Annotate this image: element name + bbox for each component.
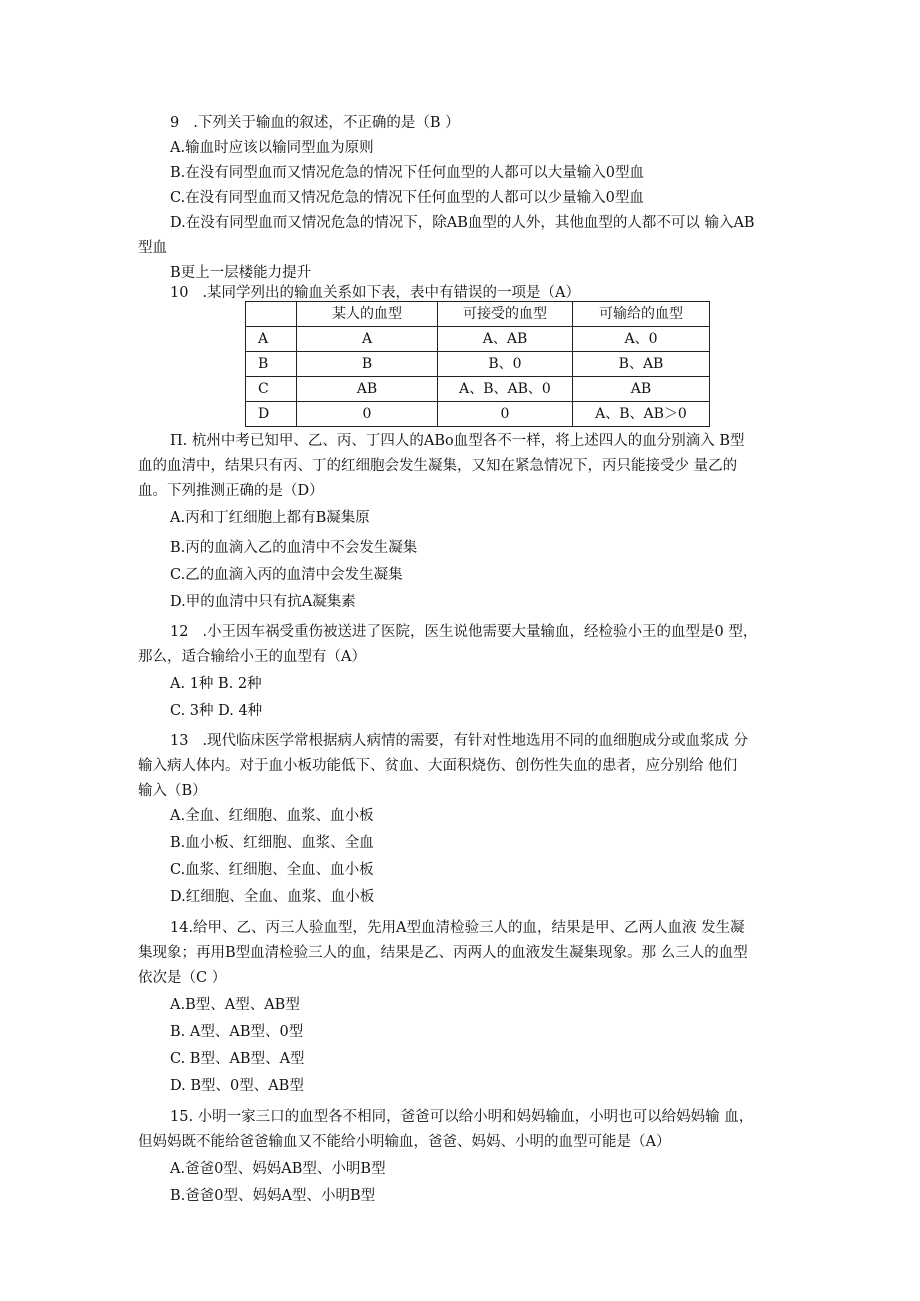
q12-options-cd: C. 3种 D. 4种	[170, 703, 263, 719]
q11-stem-line2: 血的血清中，结果只有丙、丁的红细胞会发生凝集，又知在紧急情况下，丙只能接受少 量乙的	[138, 458, 738, 474]
q11-stem-line3: 血。下列推测正确的是（D）	[138, 483, 324, 499]
table-cell: C	[246, 377, 297, 402]
table-cell: A、0	[573, 327, 710, 352]
table-cell: B	[246, 352, 297, 377]
table-cell: B、0	[438, 352, 573, 377]
q11-option-b: B.丙的血滴入乙的血清中不会发生凝集	[170, 540, 418, 556]
q13-stem-line3: 输入（B）	[138, 783, 207, 799]
table-header-cell: 可输给的血型	[573, 302, 710, 327]
section-heading: B更上一层楼能力提升	[170, 265, 312, 281]
q14-option-c: C. B型、AB型、A型	[170, 1051, 305, 1067]
table-row	[246, 377, 710, 402]
q12-stem-line2: 那么，适合输给小王的血型有（A）	[138, 649, 366, 665]
table-cell: 0	[297, 402, 438, 427]
q13-option-a: A.全血、红细胞、血浆、血小板	[170, 808, 374, 824]
q11-option-d: D.甲的血清中只有抗A凝集素	[170, 594, 356, 610]
table-cell: B、AB	[573, 352, 710, 377]
table-cell: A	[246, 327, 297, 352]
q12-number: 12	[170, 624, 189, 640]
q9-stem: 9 .下列关于输血的叙述，不正确的是（B ）	[170, 115, 460, 131]
q15-stem-line2: 但妈妈既不能给爸爸输血又不能给小明输血，爸爸、妈妈、小明的血型可能是（A）	[138, 1134, 671, 1150]
q13-option-d: D.红细胞、全血、血浆、血小板	[170, 889, 375, 905]
q9-option-c: C.在没有同型血而又情况危急的情况下任何血型的人都可以少量输入0型血	[170, 190, 644, 206]
q14-option-d: D. B型、0型、AB型	[170, 1078, 304, 1094]
q15-option-a: A.爸爸0型、妈妈AB型、小明B型	[170, 1161, 386, 1177]
table-cell: A、B、AB＞0	[573, 402, 710, 427]
q11-option-c: C.乙的血滴入丙的血清中会发生凝集	[170, 567, 403, 583]
table-cell: A	[297, 327, 438, 352]
table-header-row	[246, 302, 710, 327]
q13-number: 13	[170, 733, 189, 749]
q14-stem-line2: 集现象；再用B型血清检验三人的血，结果是乙、丙两人的血液发生凝集现象。那 么三人的血型	[138, 945, 748, 961]
table-cell: 0	[438, 402, 573, 427]
table-cell: A、AB	[438, 327, 573, 352]
q14-option-b: B. A型、AB型、0型	[170, 1024, 304, 1040]
table-header-cell: 可接受的血型	[438, 302, 573, 327]
table-row	[246, 327, 710, 352]
q10-stem: 10 .某同学列出的输血关系如下表，表中有错误的一项是（A）	[170, 285, 581, 301]
table-row	[246, 352, 710, 377]
q9-number: 9	[170, 115, 180, 131]
q9-option-d-continued: 型血	[138, 240, 167, 256]
q13-option-b: B.血小板、红细胞、血浆、全血	[170, 835, 374, 851]
q9-option-d: D.在没有同型血而又情况危急的情况下，除AB血型的人外，其他血型的人都不可以 输入AB	[170, 215, 755, 231]
table-cell: A、B、AB、0	[438, 377, 573, 402]
q12-options-ab: A. 1种 B. 2种	[170, 676, 262, 692]
q14-stem-line1: 14.给甲、乙、丙三人验血型，先用A型血清检验三人的血，结果是甲、乙两人血液 发生凝	[170, 920, 745, 936]
table-row	[246, 402, 710, 427]
table-cell: B	[297, 352, 438, 377]
q13-stem-line1: 13 .现代临床医学常根据病人病情的需要，有针对性地选用不同的血细胞成分或血浆成 分	[170, 733, 749, 749]
table-header-cell	[246, 302, 297, 327]
q15-stem-line1: 15. 小明一家三口的血型各不相同，爸爸可以给小明和妈妈输血，小明也可以给妈妈输 血，	[170, 1109, 754, 1125]
q13-option-c: C.血浆、红细胞、全血、血小板	[170, 862, 374, 878]
table-cell: AB	[297, 377, 438, 402]
table-header-cell: 某人的血型	[297, 302, 438, 327]
q14-stem-line3: 依次是（C ）	[138, 970, 227, 986]
q10-number: 10	[170, 285, 189, 301]
blood-transfusion-table	[245, 301, 710, 427]
q9-option-a: A.输血时应该以输同型血为原则	[170, 140, 374, 156]
table-cell: D	[246, 402, 297, 427]
q15-option-b: B.爸爸0型、妈妈A型、小明B型	[170, 1188, 376, 1204]
q9-option-b: B.在没有同型血而又情况危急的情况下任何血型的人都可以大量输入0型血	[170, 165, 644, 181]
table-cell: AB	[573, 377, 710, 402]
q12-stem-line1: 12 .小王因车祸受重伤被送进了医院，医生说他需要大量输血，经检验小王的血型是0 型，	[170, 624, 758, 640]
q11-option-a: A.丙和丁红细胞上都有B凝集原	[170, 510, 370, 526]
q13-stem-line2: 输入病人体内。对于血小板功能低下、贫血、大面积烧伤、创伤性失血的患者，应分别给 他们	[138, 758, 738, 774]
q14-option-a: A.B型、A型、AB型	[170, 997, 300, 1013]
q11-stem-line1: Π. 杭州中考已知甲、乙、丙、丁四人的ABo血型各不一样，将上述四人的血分别滴入 B型	[170, 433, 745, 449]
